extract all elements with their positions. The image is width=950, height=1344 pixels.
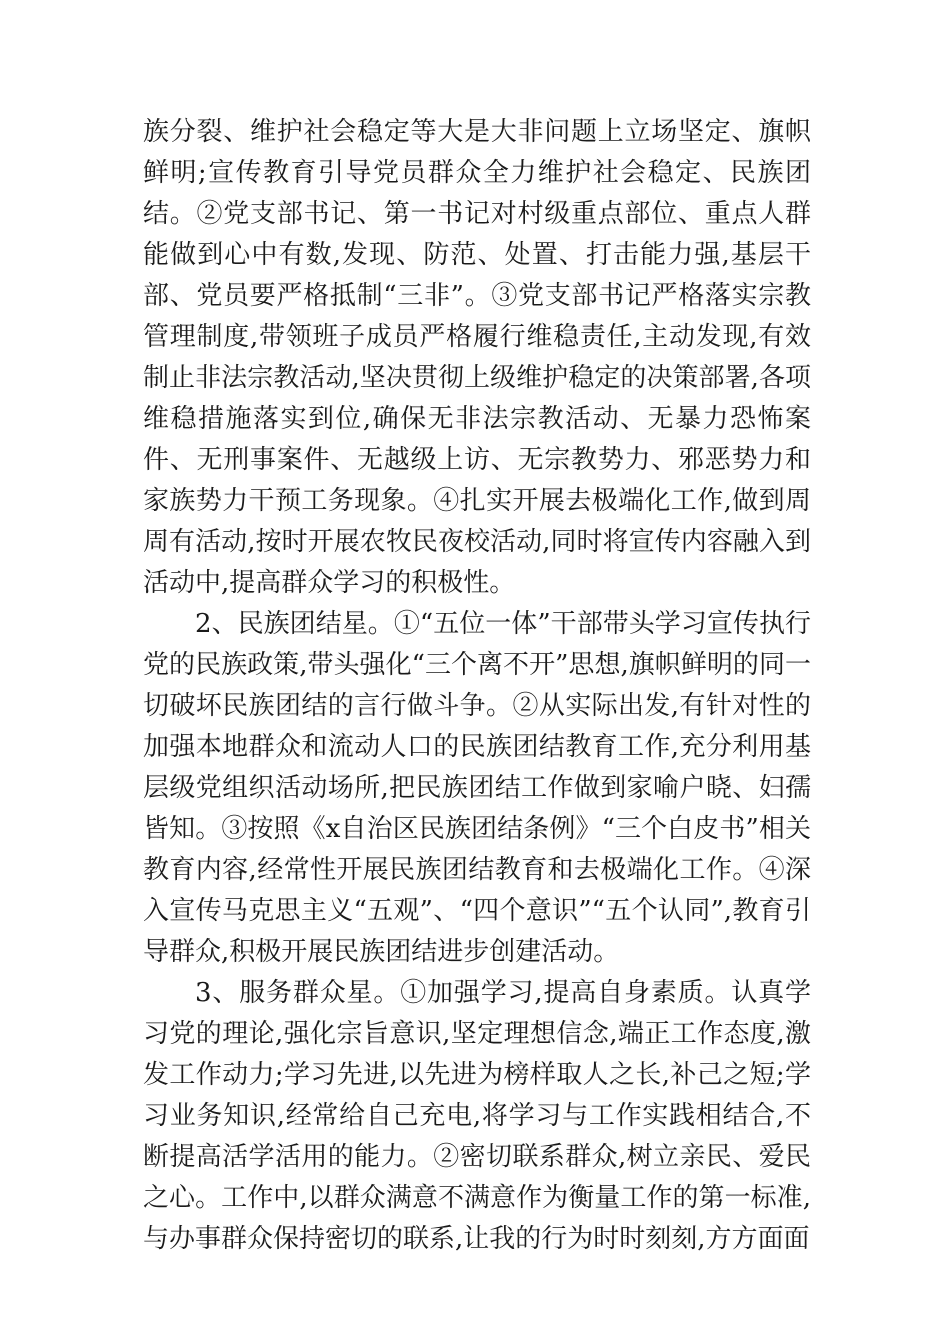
paragraph-serve-masses-star: 3、服务群众星。①加强学习,提高自身素质。认真学习党的理论,强化宗旨意识,坚定理想信念,端正工作态度,激发工作动力;学习先进,以先进为榜样取人之长,补己之短;学习业务知识,经常给自己充电,将学习与工作实践相结合,不断提高活学活用的能力。②密切联系群众,树立亲民、爱民之心。工作中,以群众满意不满意作为衡量工作的第一标准,与办事群众保持密切的联系,让我的行为时时刻刻,方方面面 — [143, 978, 811, 1254]
paragraph-ethnic-unity-star: 2、民族团结星。①“五位一体”干部带头学习宣传执行党的民族政策,带头强化“三个离不开”思想,旗帜鲜明的同一切破坏民族团结的言行做斗争。②从实际出发,有针对性的加强本地群众和流动人口的民族团结教育工作,充分利用基层级党组织活动场所,把民族团结工作做到家喻户晓、妇孺皆知。③按照《x自治区民族团结条例》“三个白皮书”相关教育内容,经常性开展民族团结教育和去极端化工作。④深入宣传马克思主义“五观”、“四个意识”“五个认同”,教育引导群众,积极开展民族团结进步创建活动。 — [143, 609, 811, 967]
paragraph-continued: 族分裂、维护社会稳定等大是大非问题上立场坚定、旗帜鲜明;宣传教育引导党员群众全力维护社会稳定、民族团结。②党支部书记、第一书记对村级重点部位、重点人群能做到心中有数,发现、防范、处置、打击能力强,基层干部、党员要严格抵制“三非”。③党支部书记严格落实宗教管理制度,带领班子成员严格履行维稳责任,主动发现,有效制止非法宗教活动,坚决贯彻上级维护稳定的决策部署,各项维稳措施落实到位,确保无非法宗教活动、无暴力恐怖案件、无刑事案件、无越级上访、无宗教势力、邪恶势力和家族势力干预工务现象。④扎实开展去极端化工作,做到周周有活动,按时开展农牧民夜校活动,同时将宣传内容融入到活动中,提高群众学习的积极性。 — [143, 117, 811, 598]
document-page — [143, 112, 811, 1260]
